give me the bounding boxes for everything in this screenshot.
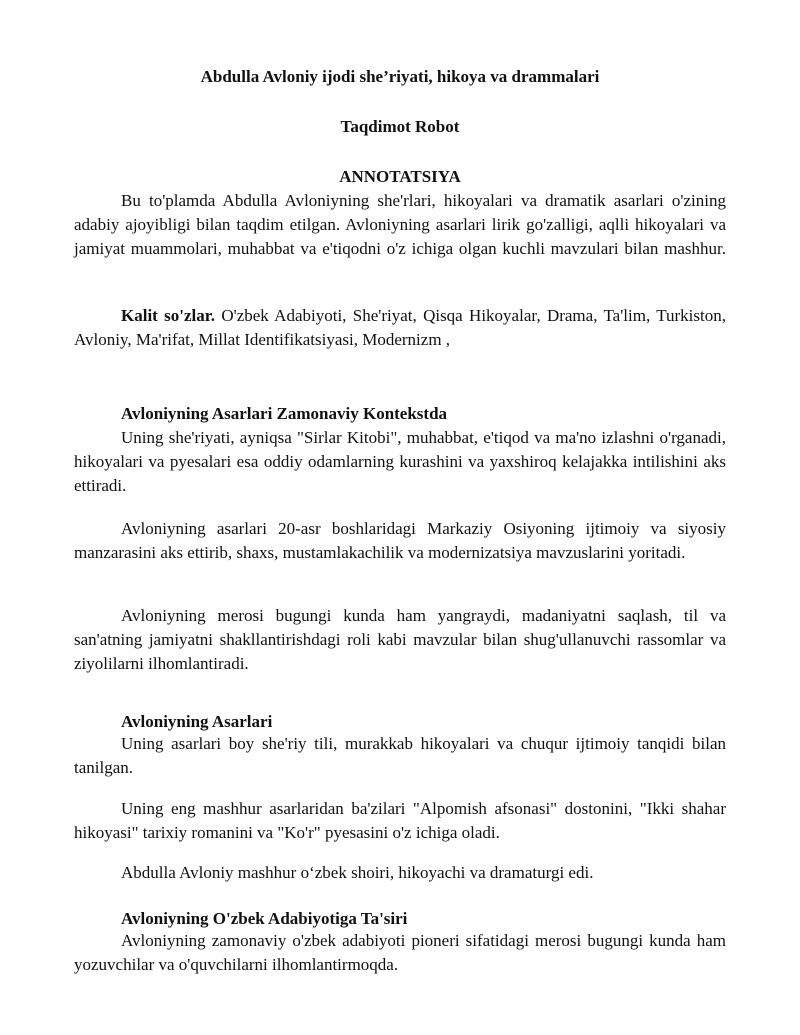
document-title: Abdulla Avloniy ijodi she’riyati, hikoya va drammalari — [200, 67, 600, 86]
keywords-paragraph — [74, 304, 726, 352]
keywords-text: O'zbek Adabiyoti, She'riyat, Qisqa Hikoyalar, Drama, Ta'lim, Turkiston, Avloniy, Ma'rifat, Millat Identifikatsiyasi, Modernizm , — [74, 306, 726, 349]
section-paragraph: Avloniyning zamonaviy o'zbek adabiyoti pioneri sifatidagi merosi bugungi kunda ham yozuvchilar va o'quvchilarni ilhomlantirmoqda. — [74, 931, 726, 974]
section-paragraph: Uning asarlari boy she'riy tili, murakkab hikoyalari va chuqur ijtimoiy tanqidi bilan tanilgan. — [74, 734, 726, 777]
section-paragraph: Avloniyning asarlari 20-asr boshlaridagi Markaziy Osiyoning ijtimoiy va siyosiy manzarasini aks ettirib, shaxs, mustamlakachilik va modernizatsiya mavzuslarini yoritadi. — [74, 519, 726, 562]
section-paragraph: Uning eng mashhur asarlaridan ba'zilari "Alpomish afsonasi" dostonini, "Ikki shahar hikoyasi" tarixiy romanini va "Ko'r" pyesasini o'z ichiga oladi. — [74, 799, 726, 842]
section-paragraph: Uning she'riyati, ayniqsa "Sirlar Kitobi", muhabbat, e'tiqod va ma'no izlashni o'rganadi, hikoyalari va pyesalari esa oddiy odamlarning kurashini va yaxshiroq kelajakka intilishini aks ettiradi. — [74, 428, 726, 495]
section-paragraph: Abdulla Avloniy mashhur o‘zbek shoiri, hikoyachi va dramaturgi edi. — [121, 863, 594, 882]
section-heading: Avloniyning Asarlari — [121, 712, 273, 731]
keywords-label: Kalit so'zlar. — [121, 306, 216, 325]
section-heading: Avloniyning O'zbek Adabiyotiga Ta'siri — [121, 909, 408, 928]
section-paragraph: Avloniyning merosi bugungi kunda ham yangraydi, madaniyatni saqlash, til va san'atning jamiyatni shakllantirishdagi roli kabi mavzular bilan shug'ullanuvchi rassomlar va ziyolilarni ilhomlantiradi. — [74, 606, 726, 673]
annotation-heading: ANNOTATSIYA — [339, 167, 461, 186]
document-author: Taqdimot Robot — [340, 117, 460, 136]
section-heading: Avloniyning Asarlari Zamonaviy Kontekstda — [121, 404, 448, 423]
annotation-text: Bu to'plamda Abdulla Avloniyning she'rlari, hikoyalari va dramatik asarlari o'zining adabiy ajoyibligi bilan taqdim etilgan. Avloniyning asarlari lirik go'zalligi, aqlli hikoyalari va jamiyat muammolari, muhabbat va e'tiqodni o'z ichiga olgan kuchli mavzulari bilan mashhur. — [74, 191, 726, 258]
